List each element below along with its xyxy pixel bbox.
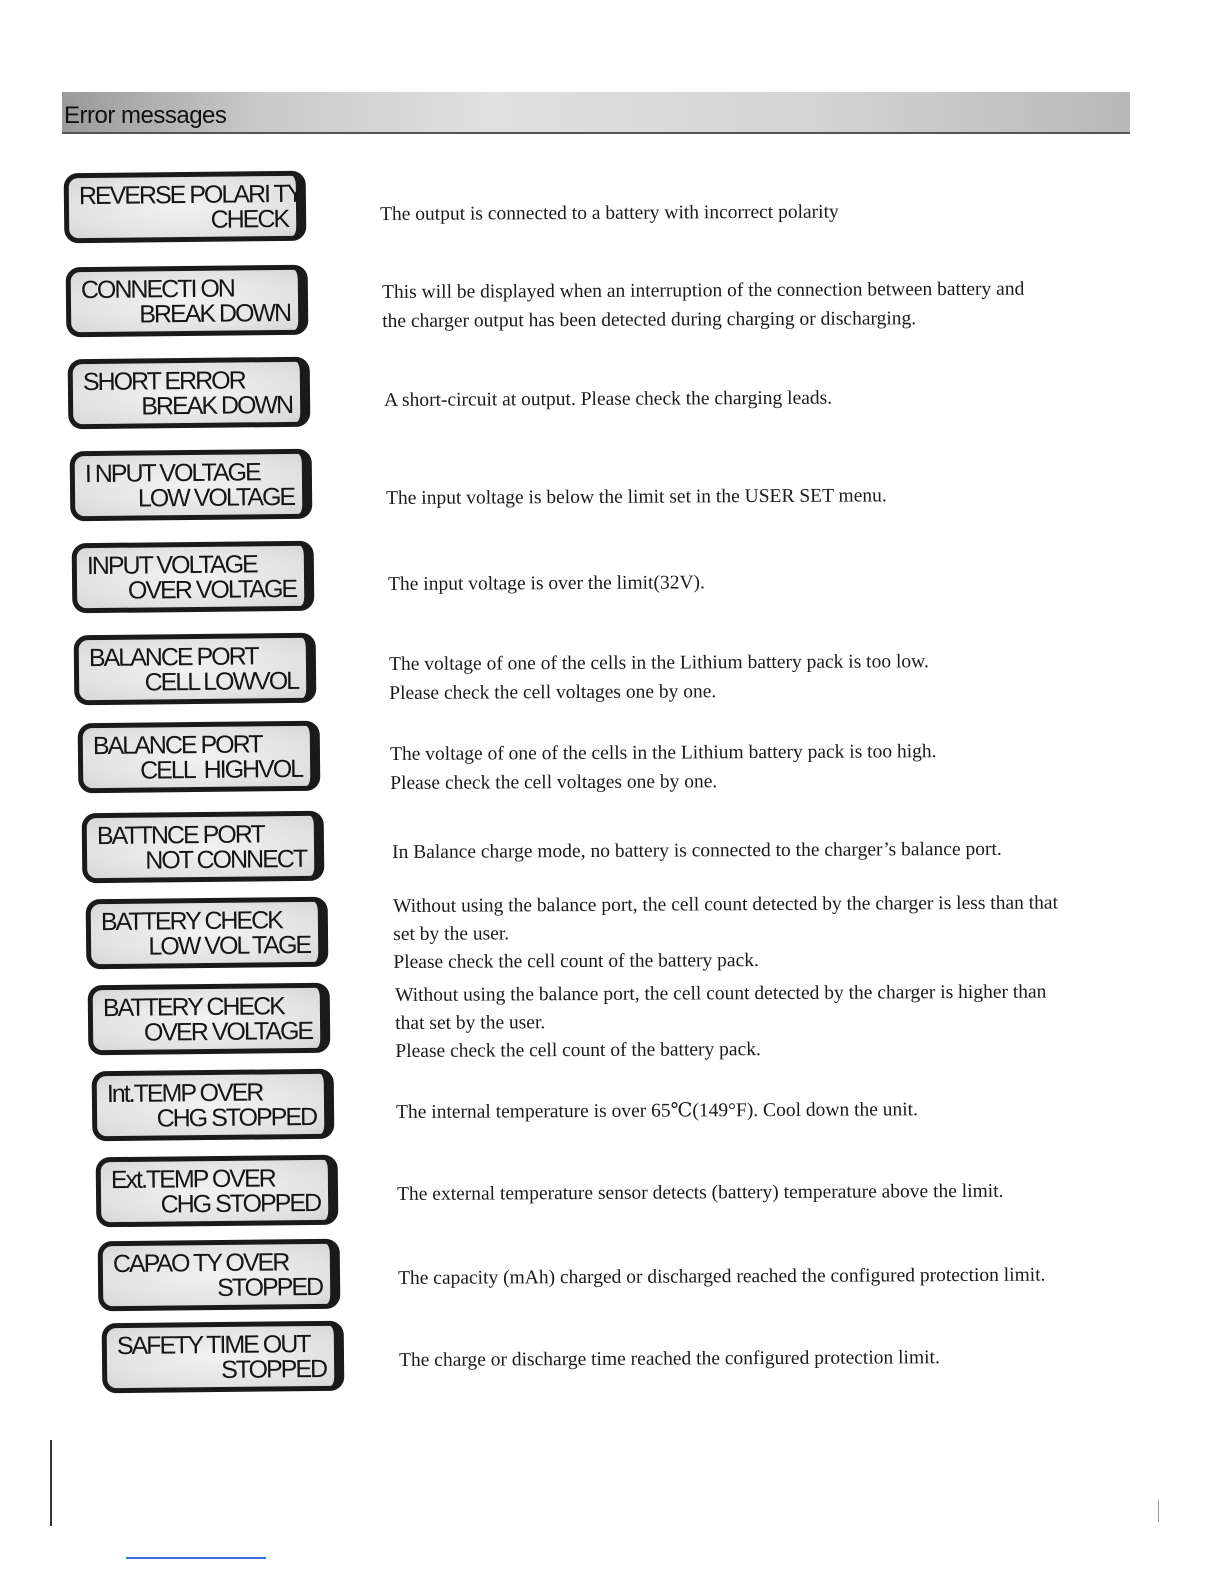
description-line: Please check the cell count of the battery pack. [393,950,759,973]
lcd-line-2: LOW VOLTAGE [137,482,295,513]
error-description [390,737,937,798]
lcd-line-1: BALANCE PORT [88,642,258,673]
lcd-display-balance-not-connect [82,811,325,884]
scan-margin-mark [50,1440,52,1526]
lcd-line-2: OVER VOLTAGE [143,1016,313,1047]
lcd-line-1: REVERSE POLARI TY [78,179,302,211]
lcd-line-2: CHG STOPPED [156,1102,317,1133]
lcd-line-1: SAFETY TIME OUT [116,1330,310,1361]
lcd-line-1: CONNECTI ON [80,274,235,305]
error-description [386,481,887,513]
error-description [398,1261,1046,1293]
lcd-display-battery-check-over-voltage [88,983,331,1056]
lcd-line-2: STOPPED [216,1272,323,1303]
error-description [389,647,929,708]
lcd-display-connection-break-down [66,265,309,338]
error-description [392,835,1002,867]
lcd-line-1: INPUT VOLTAGE [86,550,257,581]
description-line: that set by the user. [395,1012,546,1034]
lcd-display-reverse-polarity [64,171,307,244]
lcd-display-balance-cell-high [78,721,321,794]
description-line: The input voltage is over the limit(32V). [388,572,705,595]
description-line: Please check the cell voltages one by one. [390,771,718,794]
description-line: the charger output has been detected during charging or discharging. [382,308,917,332]
description-line: The voltage of one of the cells in the Lithium battery pack is too high. [390,741,937,765]
description-line: This will be displayed when an interruption of the connection between battery and [382,278,1025,303]
lcd-line-2: NOT CONNECT [145,844,307,875]
lcd-line-1: Int.TEMP OVER [106,1078,263,1109]
description-line: Please check the cell voltages one by one. [389,681,717,704]
error-description [382,275,1025,336]
lcd-line-1: BATTERY CHECK [102,992,285,1023]
description-line: The output is connected to a battery with incorrect polarity [380,201,839,225]
error-description [396,1095,918,1127]
lcd-line-2: CHG STOPPED [160,1188,321,1219]
scan-margin-mark-right [1158,1500,1159,1522]
lcd-display-battery-check-low-voltage [86,897,329,970]
description-line: The capacity (mAh) charged or discharged reached the configured protection limit. [398,1264,1046,1289]
error-description [397,1177,1004,1209]
lcd-line-1: BATTERY CHECK [100,906,283,937]
description-line: The voltage of one of the cells in the Lithium battery pack is too low. [389,651,929,675]
description-line: A short-circuit at output. Please check the charging leads. [384,387,833,411]
description-line: The charge or discharge time reached the configured protection limit. [399,1347,940,1371]
lcd-line-1: BATTNCE PORT [96,820,264,851]
error-description [395,979,1047,1066]
lcd-line-2: LOW VOL TAGE [148,930,311,961]
lcd-line-2: BREAK DOWN [141,390,293,421]
lcd-line-2: BREAK DOWN [139,298,291,329]
description-line: In Balance charge mode, no battery is connected to the charger’s balance port. [392,838,1002,863]
lcd-display-short-error [68,357,311,430]
lcd-display-safety-timeout [102,1321,345,1394]
lcd-line-1: CAPAO TY OVER [112,1248,289,1279]
bottom-rule [126,1557,266,1559]
lcd-line-2: CELL LOWVOL [144,666,299,697]
lcd-line-2: STOPPED [220,1354,327,1385]
error-description [380,198,839,229]
description-line: Please check the cell count of the battery pack. [395,1039,761,1062]
section-header-bar [62,92,1130,134]
lcd-display-input-low-voltage [70,449,313,522]
description-line: set by the user. [393,923,510,945]
lcd-display-input-over-voltage [72,541,315,614]
lcd-line-2: CELL HIGHVOL [139,754,303,785]
section-title: Error messages [64,102,227,129]
lcd-line-1: I NPUT VOLTAGE [84,458,260,489]
lcd-line-1: SHORT ERROR [82,366,245,397]
lcd-line-2: CHECK [210,204,289,234]
lcd-display-internal-temp-over [92,1069,335,1142]
description-line: The input voltage is below the limit set in the USER SET menu. [386,485,887,509]
description-line: Without using the balance port, the cell count detected by the charger is less than that [393,892,1059,917]
description-line: The internal temperature is over 65℃(149°F). Cool down the unit. [396,1099,918,1123]
lcd-display-external-temp-over [96,1155,339,1228]
lcd-line-2: OVER VOLTAGE [127,574,297,605]
lcd-line-1: BALANCE PORT [92,730,262,761]
description-line: Without using the balance port, the cell count detected by the charger is higher than [395,981,1047,1006]
error-description [388,568,705,599]
description-line: The external temperature sensor detects (battery) temperature above the limit. [397,1180,1004,1205]
error-description [393,890,1058,977]
lcd-display-capacity-over [98,1239,341,1312]
lcd-display-balance-cell-low [74,633,317,706]
lcd-line-1: Ext.TEMP OVER [110,1164,275,1195]
error-description [399,1343,940,1375]
error-description [384,384,832,415]
